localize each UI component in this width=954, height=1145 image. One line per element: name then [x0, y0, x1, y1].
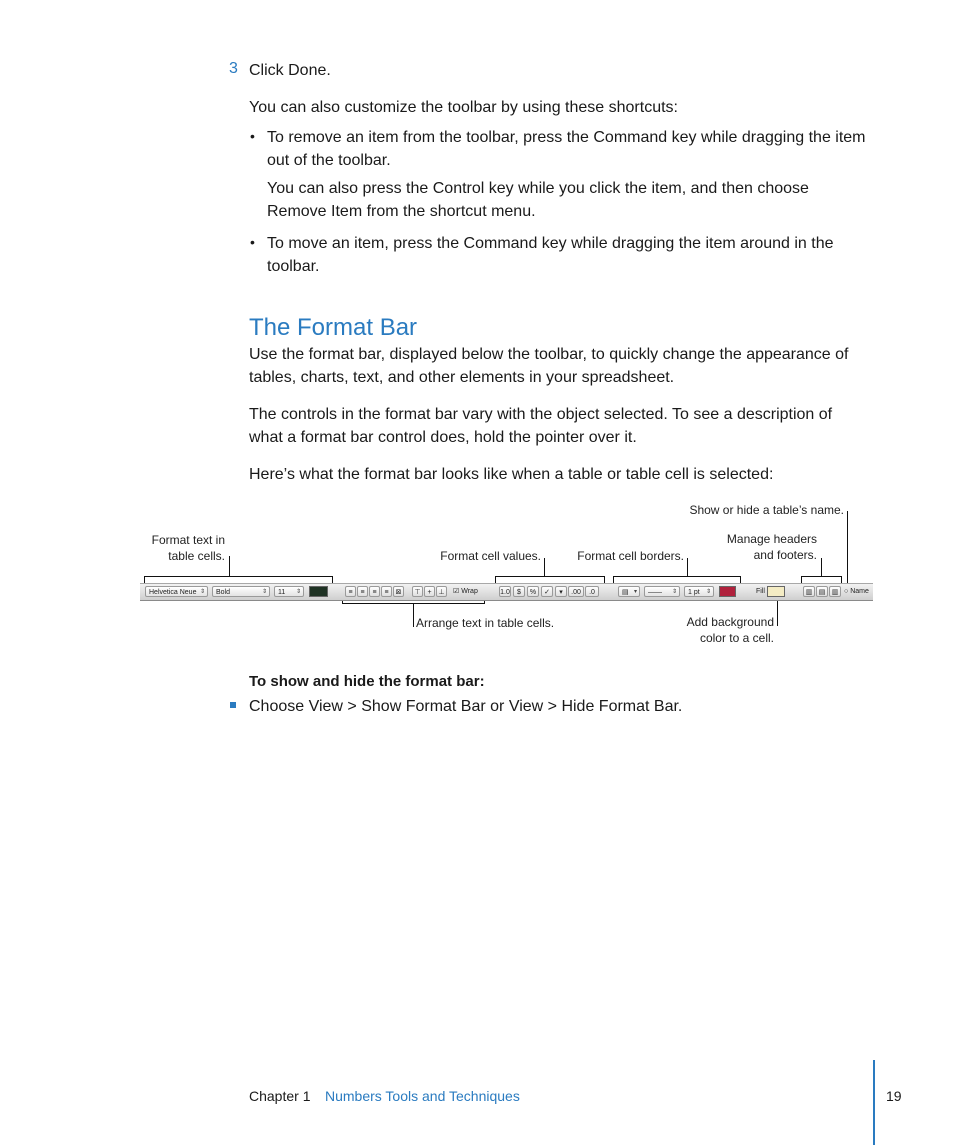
- checkbox-format-button[interactable]: ✓: [541, 586, 553, 597]
- bracket: [144, 576, 333, 577]
- bracket-end: [332, 576, 333, 583]
- justify-button[interactable]: ≡: [381, 586, 392, 597]
- number-format-button[interactable]: 1.0: [499, 586, 511, 597]
- wrap-checkbox[interactable]: ☑ Wrap: [453, 588, 478, 595]
- fill-color-well[interactable]: [767, 586, 785, 597]
- chevron-icon: ⇕: [199, 589, 205, 595]
- header-rows-button[interactable]: ▥: [803, 586, 815, 597]
- bracket-end: [801, 576, 802, 583]
- callout-background: Add background color to a cell.: [686, 615, 774, 645]
- bracket: [801, 576, 842, 577]
- bracket-end: [604, 576, 605, 583]
- stroke-width-select[interactable]: 1 pt ⇕: [684, 586, 714, 597]
- callout-arrange-text: Arrange text in table cells.: [416, 616, 555, 630]
- callout-format-text: Format text in table cells.: [151, 533, 225, 563]
- task-step: Choose View > Show Format Bar or View > Hide Format Bar.: [249, 698, 683, 715]
- align-top-button[interactable]: ⊤: [412, 586, 423, 597]
- bullet-dot: •: [250, 128, 255, 144]
- fill-label: Fill: [756, 588, 765, 595]
- format-bar: [140, 583, 873, 601]
- chevron-icon: ⇕: [671, 589, 677, 595]
- checkbox-icon: ○: [844, 588, 849, 595]
- bullet-1-text: To remove an item from the toolbar, press the Command key while dragging the item out of the toolbar.: [267, 129, 866, 169]
- align-center-button[interactable]: ≡: [357, 586, 368, 597]
- footer-rule: [873, 1060, 875, 1145]
- align-left-button[interactable]: ≡: [345, 586, 356, 597]
- task-heading: To show and hide the format bar:: [249, 673, 485, 690]
- font-family-select[interactable]: Helvetica Neue ⇕: [145, 586, 208, 597]
- bracket-end: [613, 576, 614, 583]
- increase-decimal-button[interactable]: .0: [585, 586, 599, 597]
- align-bottom-button[interactable]: ⊥: [436, 586, 447, 597]
- callout-headers-footers: Manage headers and footers.: [726, 532, 817, 562]
- leader-line: [777, 598, 778, 626]
- align-middle-button[interactable]: +: [424, 586, 435, 597]
- bracket-end: [841, 576, 842, 583]
- bracket-end: [740, 576, 741, 583]
- section-title: The Format Bar: [249, 314, 418, 341]
- border-select[interactable]: [618, 586, 640, 597]
- auto-align-button[interactable]: ⊠: [393, 586, 404, 597]
- line-style-icon: ——: [648, 589, 662, 596]
- footer-title: Numbers Tools and Techniques: [325, 1088, 520, 1104]
- header-columns-button[interactable]: ▤: [816, 586, 828, 597]
- decrease-decimal-button[interactable]: .00: [568, 586, 584, 597]
- leader-line: [847, 511, 848, 587]
- bullet-2-text: To move an item, press the Command key while dragging the item around in the toolbar.: [267, 235, 834, 275]
- bracket: [495, 576, 605, 577]
- step-text: Click Done.: [249, 62, 331, 79]
- checkbox-icon: ☑: [453, 588, 460, 595]
- border-icon: ▤: [622, 589, 629, 596]
- intro-paragraph: You can also customize the toolbar by using these shortcuts:: [249, 99, 678, 116]
- currency-format-button[interactable]: $: [513, 586, 525, 597]
- chevron-icon: ⇕: [705, 589, 711, 595]
- text-color-well[interactable]: [309, 586, 328, 597]
- chevron-icon: ⇕: [261, 589, 267, 595]
- leader-line: [229, 556, 230, 576]
- font-style-select[interactable]: Bold ⇕: [212, 586, 270, 597]
- bracket: [613, 576, 741, 577]
- step-number: 3: [229, 60, 238, 77]
- leader-line: [687, 558, 688, 576]
- paragraph-2: The controls in the format bar vary with the object selected. To see a description of what a format bar control does, hold the pointer over it.: [249, 406, 833, 446]
- leader-line: [544, 558, 545, 576]
- border-color-well[interactable]: [719, 586, 736, 597]
- page-number: 19: [886, 1088, 902, 1104]
- footer-rows-button[interactable]: ▥: [829, 586, 841, 597]
- callout-format-borders: Format cell borders.: [577, 549, 684, 563]
- paragraph-3: Here’s what the format bar looks like when a table or table cell is selected:: [249, 466, 774, 483]
- align-right-button[interactable]: ≡: [369, 586, 380, 597]
- callout-table-name: Show or hide a table’s name.: [689, 503, 844, 517]
- chevron-icon: ▾: [633, 589, 637, 595]
- square-bullet-icon: [230, 702, 236, 708]
- chevron-icon: ⇕: [295, 589, 301, 595]
- leader-line: [413, 603, 414, 627]
- stroke-style-select[interactable]: [644, 586, 680, 597]
- bracket-end: [495, 576, 496, 583]
- leader-line: [821, 558, 822, 576]
- table-name-checkbox[interactable]: ○ Name: [844, 588, 869, 595]
- footer-chapter: Chapter 1: [249, 1088, 311, 1104]
- percent-format-button[interactable]: %: [527, 586, 539, 597]
- bracket-end: [144, 576, 145, 583]
- bullet-1-subtext: You can also press the Control key while you click the item, and then choose Remove Item from the shortcut menu.: [267, 180, 809, 220]
- paragraph-1: Use the format bar, displayed below the toolbar, to quickly change the appearance of tables, charts, text, and other elements in your spreadsheet.: [249, 346, 849, 386]
- more-formats-button[interactable]: ▾: [555, 586, 567, 597]
- font-size-select[interactable]: 11 ⇕: [274, 586, 304, 597]
- callout-format-values: Format cell values.: [440, 549, 541, 563]
- bullet-dot: •: [250, 234, 255, 250]
